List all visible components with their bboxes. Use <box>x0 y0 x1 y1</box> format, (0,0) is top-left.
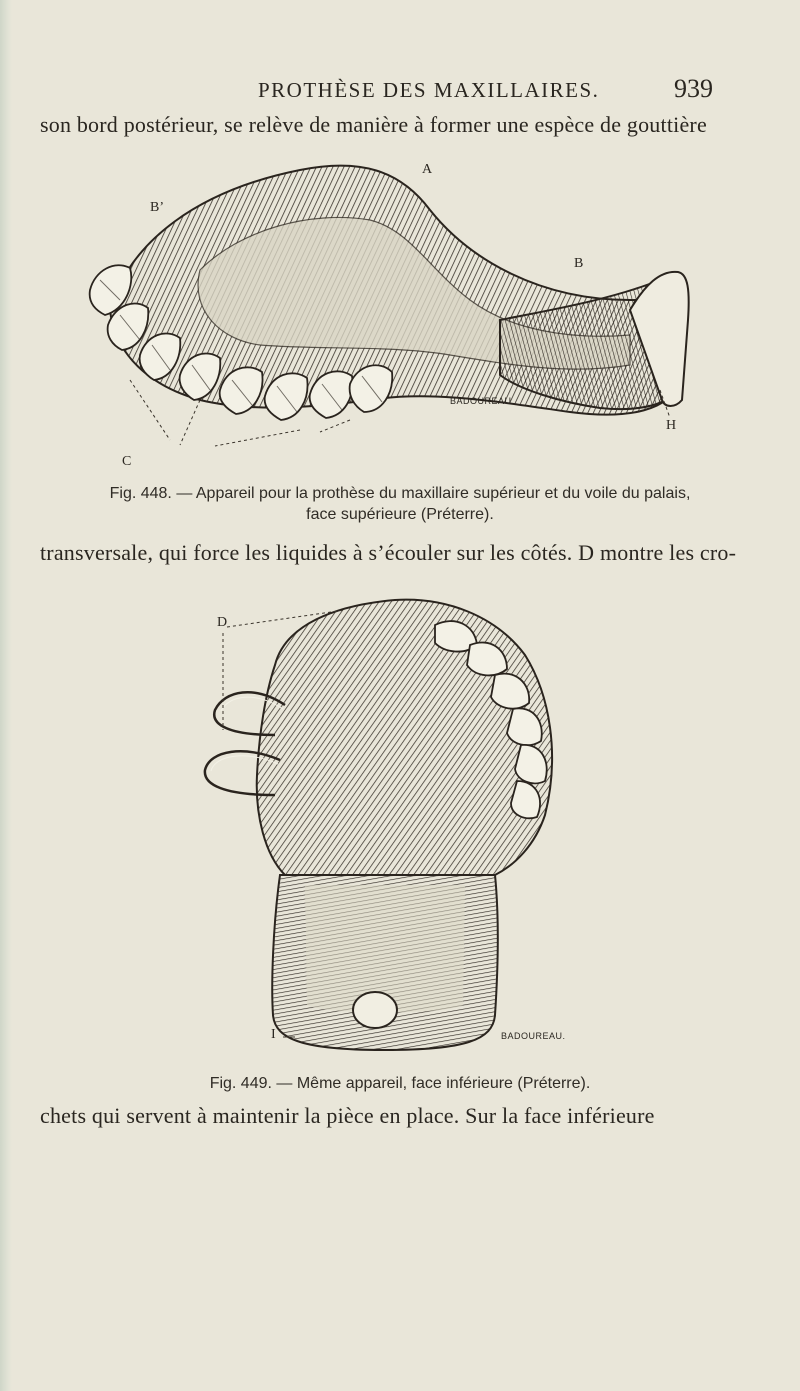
body-text-line-1: son bord postérieur, se relève de manière à former une espèce de gouttière <box>40 112 707 137</box>
figure-449-caption: Fig. 449. — Même appareil, face inférieure (Préterre). <box>209 1075 591 1092</box>
figure-449-signature: BADOUREAU. <box>501 1031 566 1041</box>
figure-448-label-b-prime: B’ <box>150 200 164 215</box>
page-header <box>0 72 800 112</box>
figure-449 <box>195 585 575 1055</box>
figure-448-label-a: A <box>422 162 433 177</box>
figure-448-label-h: H <box>666 418 677 433</box>
figure-448-caption-line-2: face supérieure (Préterre). <box>306 506 494 523</box>
figure-448-signature: BADOUREAU. <box>450 396 515 406</box>
figure-449-label-d: D <box>217 615 228 630</box>
figure-448-caption-line-1: Fig. 448. — Appareil pour la prothèse du maxillaire supérieur et du voile du palais, <box>109 485 691 502</box>
running-title: PROTHÈSE DES MAXILLAIRES. <box>258 78 600 102</box>
figure-449-engraving <box>195 585 575 1055</box>
figure-448-engraving <box>70 150 710 470</box>
figure-448-caption <box>40 483 760 525</box>
book-spine-edge <box>0 0 12 1391</box>
figure-448 <box>70 150 710 470</box>
body-text-line-3: chets qui servent à maintenir la pièce en place. Sur la face inférieure <box>40 1103 655 1128</box>
figure-448-label-c: C <box>122 454 132 469</box>
figure-449-label-i: I <box>271 1027 276 1042</box>
figure-448-label-b: B <box>574 256 584 271</box>
page-number: 939 <box>674 74 713 103</box>
body-text-line-2: transversale, qui force les liquides à s’écouler sur les côtés. D montre les cro- <box>40 540 737 565</box>
